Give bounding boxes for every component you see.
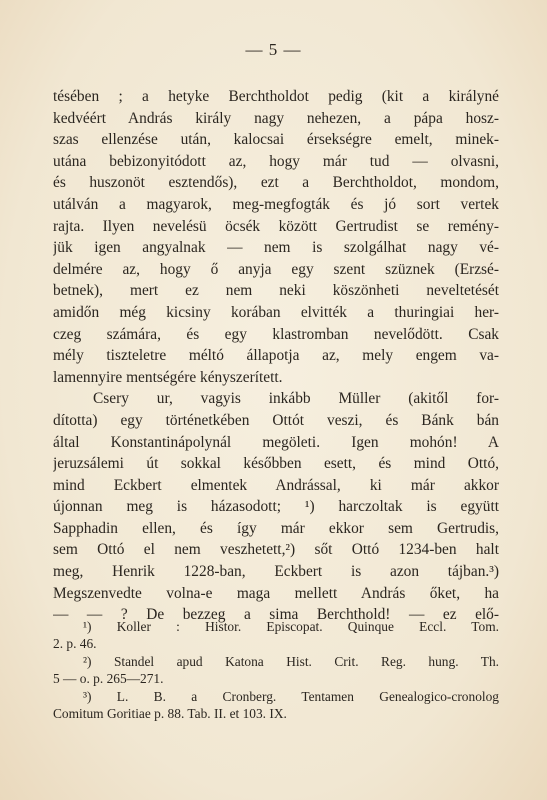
text-line-paragraph-start: Csery ur, vagyis inkább Müller (akitől for- xyxy=(93,390,499,408)
text-line-paragraph-end: lamennyire mentségére kényszerített. xyxy=(53,368,283,386)
page-number: — 5 — xyxy=(245,40,302,59)
text-line: amidőn még kicsiny korában elvitték a thuringiai her- xyxy=(53,303,499,321)
text-line: szas ellenzése után, kalocsai érsekségre emelt, minek- xyxy=(53,131,499,149)
text-line: — — ? De bezzeg a sima Berchthold! — ez elő- xyxy=(53,606,499,624)
text-line: meg, Henrik 1228-ban, Eckbert is azon tájban.³) xyxy=(53,563,499,581)
text-line: tésében ; a hetyke Berchtholdot pedig (kit a királyné xyxy=(53,88,499,105)
text-line: Sapphadin ellen, és így már ekkor sem Gertrudis, xyxy=(53,519,499,537)
text-line: újonnan meg is házasodott; ¹) harczoltak is együtt xyxy=(53,498,499,516)
text-line: betnek), mert ez nem neki köszönheti neveltetését xyxy=(53,282,499,300)
footnote-2: ²) Standel apud Katona Hist. Crit. Reg. hung. Th. xyxy=(83,653,499,669)
text-line: Megszenvedte volna-e maga mellett András őket, ha xyxy=(53,584,499,602)
text-line: czeg számára, és egy klastromban nevelődött. Csak xyxy=(53,325,499,343)
footnote-3-continuation: Comitum Goritiae p. 88. Tab. II. et 103. IX. xyxy=(53,705,287,721)
footnote-3: ³) L. B. a Cronberg. Tentamen Genealogico-cronolog xyxy=(83,688,499,704)
text-line: dította) egy történetkében Ottót veszi, és Bánk bán xyxy=(53,411,499,429)
footnote-1: ¹) Koller : Histor. Episcopat. Quinque Eccl. Tom. xyxy=(83,619,499,634)
text-line: kedvéért András király nagy nehezen, a pápa hosz- xyxy=(53,109,499,127)
text-line: által Konstantinápolynál megöleti. Igen mohón! A xyxy=(53,433,499,451)
footnotes xyxy=(53,618,499,722)
text-line: jük igen angyalnak — nem is szolgálhat nagy vé- xyxy=(53,239,499,257)
footnote-2-continuation: 5 — o. p. 265—271. xyxy=(53,671,164,687)
text-line: sem Ottó el nem veszhetett,²) sőt Ottó 1234-ben halt xyxy=(53,541,499,559)
text-line: utána bebizonyitódott az, hogy már tud — olvasni, xyxy=(53,152,499,170)
text-line: és huszonöt esztendős), ezt a Berchtholdot, mondom, xyxy=(53,174,499,192)
text-line: mély tiszteletre méltó állapotja az, mely engem va- xyxy=(53,347,499,365)
text-line: delmére az, hogy ő anyja egy szent szüznek (Erzsé- xyxy=(53,260,499,278)
footnote-1-continuation: 2. p. 46. xyxy=(53,636,97,652)
body-text xyxy=(53,86,499,626)
text-line: mind Eckbert elmentek Andrással, ki már akkor xyxy=(53,476,499,494)
text-line: rajta. Ilyen nevelésü öcsék között Gertrudist se remény- xyxy=(53,217,499,235)
text-line: jeruzsálemi út sokkal későbben esett, és mind Ottó, xyxy=(53,455,499,473)
text-line: utálván a magyarok, meg-megfogták és jó sort vertek xyxy=(53,195,499,213)
